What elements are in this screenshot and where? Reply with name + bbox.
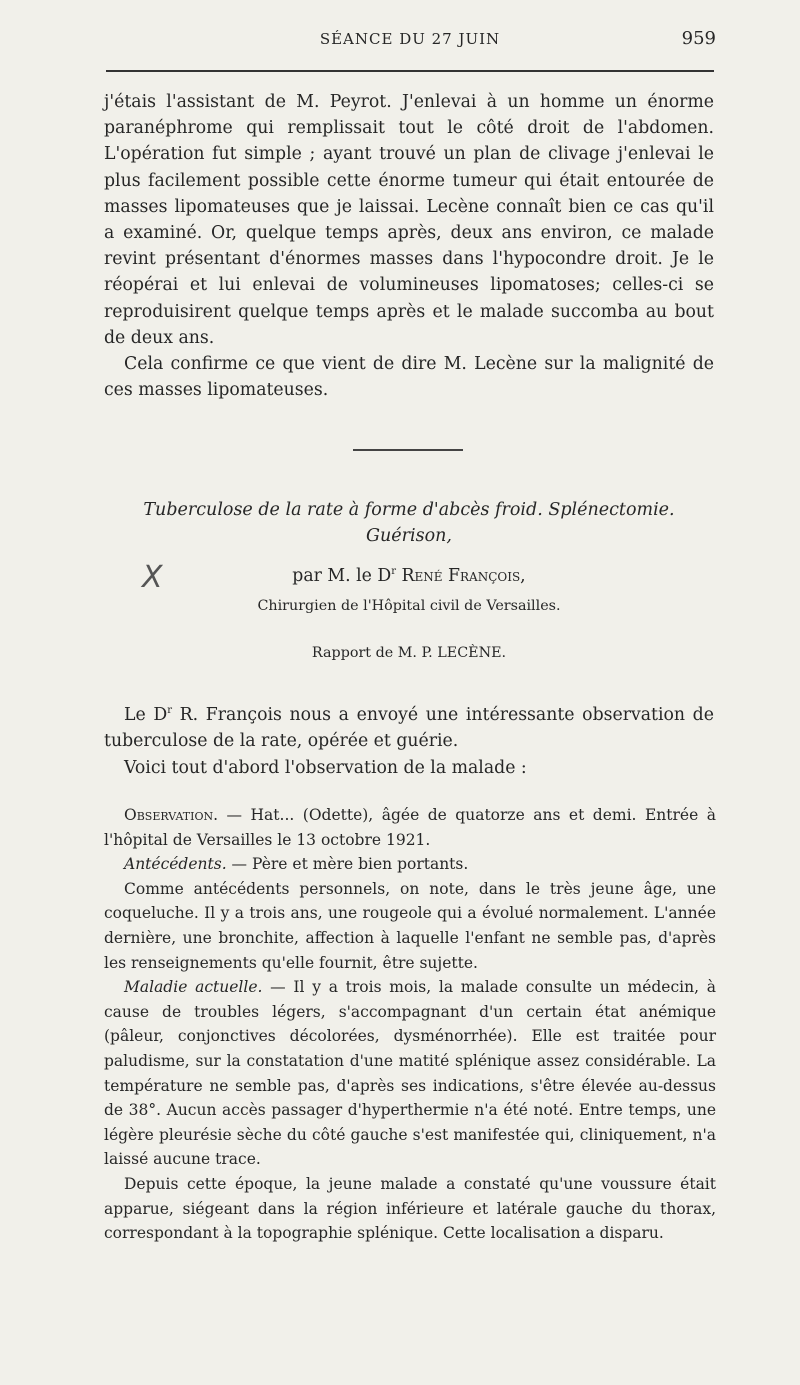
observation-section bbox=[104, 803, 716, 1246]
observation-paragraph-4: Depuis cette époque, la jeune malade a constaté qu'une voussure était apparue, siégeant dans la région inférieure et latérale gauche du thorax, correspondant à la topographie splénique. Cette localisation a disparu. bbox=[104, 1174, 716, 1243]
antecedents-label: Antécédents. bbox=[124, 855, 227, 874]
body-paragraph-2: Voici tout d'abord l'observation de la malade : bbox=[124, 757, 527, 778]
author-sup: r bbox=[391, 566, 396, 578]
report-line: Rapport de M. P. LECÈNE. bbox=[311, 645, 507, 661]
body-paragraph-1 bbox=[104, 698, 714, 755]
body-p1-sup: r bbox=[167, 705, 172, 716]
running-header bbox=[104, 26, 716, 54]
header-rule bbox=[106, 70, 714, 72]
antecedents-paragraph bbox=[104, 852, 716, 877]
body-p1-prefix: Le D bbox=[124, 704, 168, 725]
maladie-text: — Il y a trois mois, la malade consulte un médecin, à cause de troubles légers, s'accompagnant d'un certain état anémique (pâleur, conjonctives décolorées, dysménorrhée). Elle est traitée pour paludisme, sur la constatation d'une matité splénique assez considérable. La température ne semble pas, d'après ses indications, s'être élevée au-dessus de 38°. Aucun accès passager d'hyperthermie n'a été noté. Entre temps, une légère pleurésie sèche du côté gauche s'est manifestée qui, cliniquement, n'a laissé aucune trace. bbox=[104, 978, 716, 1169]
article-title bbox=[104, 497, 714, 549]
antecedents-text: — Père et mère bien portants. bbox=[226, 855, 469, 874]
observation-p1-text: — Hat... (Odette), âgée de quatorze ans et demi. Entrée à l'hôpital de Versailles le 13 octobre 1921. bbox=[104, 806, 716, 849]
intro-section bbox=[104, 89, 714, 403]
section-divider bbox=[353, 449, 463, 451]
author-name: René François, bbox=[401, 566, 526, 586]
page-number: 959 bbox=[681, 28, 716, 49]
observation-paragraph-1 bbox=[104, 803, 716, 852]
maladie-label: Maladie actuelle. bbox=[124, 978, 263, 997]
author-affiliation: Chirurgien de l'Hôpital civil de Versailles. bbox=[257, 598, 561, 614]
maladie-paragraph bbox=[104, 975, 716, 1172]
author-prefix: par M. le D bbox=[292, 566, 392, 586]
article-title-line-2: Guérison, bbox=[366, 526, 452, 546]
observation-paragraph-2: Comme antécédents personnels, on note, dans le très jeune âge, une coqueluche. Il y a trois ans, une rougeole qui a évolué normalement. L'année dernière, une bronchite, affection à laquelle l'enfant ne semble pas, d'après les renseignements qu'elle fournit, être sujette. bbox=[104, 879, 716, 972]
intro-paragraph-2: Cela confirme ce que vient de dire M. Lecène sur la malignité de ces masses lipomateuses. bbox=[104, 354, 714, 401]
handwritten-margin-mark: X bbox=[142, 560, 163, 595]
article-title-line-1: Tuberculose de la rate à forme d'abcès froid. Splénectomie. bbox=[143, 500, 675, 520]
observation-label: Observation. bbox=[124, 806, 219, 824]
article-author bbox=[104, 566, 714, 586]
body-p1-rest: R. François nous a envoyé une intéressante observation de tuberculose de la rate, opérée et guérie. bbox=[104, 704, 714, 752]
intro-paragraph-1: j'étais l'assistant de M. Peyrot. J'enlevai à un homme un énorme paranéphrome qui remplissait tout le côté droit de l'abdomen. L'opération fut simple ; ayant trouvé un plan de clivage j'enlevai le plus facilement possible cette énorme tumeur qui était entourée de masses lipomateuses que je laissai. Lecène connaît bien ce cas qu'il a examiné. Or, quelque temps après, deux ans environ, ce malade revint présentant d'énormes masses dans l'hypocondre droit. Je le réopérai et lui enlevai de volumineuses lipomatoses; celles-ci se reproduisirent quelque temps après et le malade succomba au bout de deux ans. bbox=[104, 92, 714, 348]
report-body bbox=[104, 698, 714, 781]
header-title: SÉANCE DU 27 JUIN bbox=[319, 30, 501, 48]
